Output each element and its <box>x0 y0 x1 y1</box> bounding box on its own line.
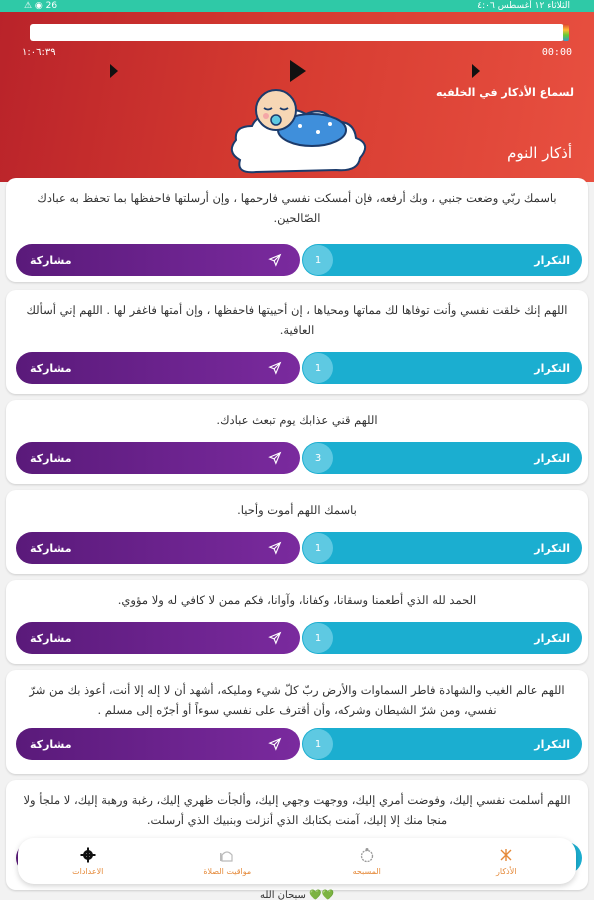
share-label: مشاركة <box>30 451 72 465</box>
dhikr-card <box>6 290 588 394</box>
nav-tasbih[interactable] <box>297 838 437 884</box>
send-icon <box>268 451 282 465</box>
nav-prayer-times[interactable] <box>158 838 298 884</box>
repeat-counter-button[interactable] <box>302 442 582 474</box>
send-icon <box>268 737 282 751</box>
nav-label: الاعدادات <box>72 866 104 876</box>
background-listen-label[interactable]: لسماع الأذكار في الخلفيه <box>435 86 574 99</box>
dhikr-card <box>6 670 588 774</box>
status-bar <box>0 0 594 12</box>
previous-button[interactable] <box>110 64 118 78</box>
time-total: ١:٠٦:٣٩ <box>22 47 56 58</box>
dhikr-text: اللهم قني عذابك يوم تبعث عبادك. <box>216 413 378 427</box>
mosque-icon <box>219 847 235 863</box>
repeat-counter-button[interactable] <box>302 728 582 760</box>
repeat-count: 1 <box>303 623 333 653</box>
send-icon <box>268 253 282 267</box>
repeat-count: 1 <box>303 533 333 563</box>
gear-icon <box>80 847 96 863</box>
dhikr-text: اللهم عالم الغيب والشهادة فاطر السماوات والأرض ربّ كلّ شيء ومليكه، أشهد أن لا إله إلا أنت، أعوذ بك من شرّ نفسي، ومن شرّ الشيطان وشركه، وأن أقترف على نفسي سوءاً أو أجرّه إلى مسلم . <box>29 683 565 717</box>
status-right: الثلاثاء ١٢ أغسطس ٤:٠٦ <box>477 1 570 11</box>
prayer-beads-icon <box>359 847 375 863</box>
share-button[interactable] <box>16 622 300 654</box>
share-button[interactable] <box>16 532 300 564</box>
repeat-counter-button[interactable] <box>302 532 582 564</box>
send-icon <box>268 631 282 645</box>
header <box>0 12 594 182</box>
repeat-count: 3 <box>303 443 333 473</box>
dhikr-text: اللهم إنك خلقت نفسي وأنت توفاها لك مماتها ومحياها ، إن أحييتها فاحفظها ، وإن أمتها فاغفر لها . اللهم إني أسألك العافية. <box>26 303 568 337</box>
share-label: مشاركة <box>30 361 72 375</box>
adhkar-icon <box>498 847 514 863</box>
nav-label: المسبحه <box>352 866 381 876</box>
dhikr-text: اللهم أسلمت نفسي إليك، وفوضت أمري إليك، ووجهت وجهي إليك، وألجأت ظهري إليك، رغبة ورهبة إليك، لا ملجأ ولا منجا منك إلا إليك، آمنت بكتابك الذي أنزلت وبنبيك الذي أرسلت. <box>23 793 571 827</box>
send-icon <box>268 541 282 555</box>
dhikr-card <box>6 580 588 664</box>
time-current: 00:00 <box>541 47 572 58</box>
share-label: مشاركة <box>30 631 72 645</box>
nav-adhkar[interactable] <box>437 838 577 884</box>
repeat-label: التكرار <box>534 541 570 555</box>
dhikr-text: باسمك ربّي وضعت جنبي ، وبك أرفعه، فإن أمسكت نفسي فارحمها ، وإن أرسلتها فاحفظها بما تحفظ به عبادك الصّالحين. <box>37 191 557 225</box>
share-button[interactable] <box>16 442 300 474</box>
nav-settings[interactable] <box>18 838 158 884</box>
player-controls <box>0 58 594 84</box>
dhikr-text: الحمد لله الذي أطعمنا وسقانا، وكفانا، وآوانا، فكم ممن لا كافي له ولا مؤوي. <box>117 593 477 607</box>
repeat-counter-button[interactable] <box>302 622 582 654</box>
repeat-label: التكرار <box>534 361 570 375</box>
repeat-label: التكرار <box>534 451 570 465</box>
next-dhikr-peek: سبحان الله 💚💚 <box>260 890 335 900</box>
share-button[interactable] <box>16 244 300 276</box>
share-label: مشاركة <box>30 253 72 267</box>
repeat-label: التكرار <box>534 253 570 267</box>
play-button[interactable] <box>290 60 306 82</box>
share-label: مشاركة <box>30 541 72 555</box>
repeat-label: التكرار <box>534 737 570 751</box>
sleeping-baby-illustration <box>226 82 372 182</box>
repeat-count: 1 <box>303 245 333 275</box>
share-button[interactable] <box>16 728 300 760</box>
next-button[interactable] <box>472 64 480 78</box>
nav-label: الأذكار <box>496 866 517 876</box>
audio-progress-track[interactable] <box>30 24 564 41</box>
repeat-label: التكرار <box>534 631 570 645</box>
repeat-counter-button[interactable] <box>302 244 582 276</box>
dhikr-card <box>6 178 588 282</box>
audio-progress-handle[interactable] <box>563 24 569 41</box>
status-left: ⚠ ◉ 26 <box>24 1 58 11</box>
share-label: مشاركة <box>30 737 72 751</box>
repeat-count: 1 <box>303 353 333 383</box>
share-button[interactable] <box>16 352 300 384</box>
repeat-counter-button[interactable] <box>302 352 582 384</box>
dhikr-text: باسمك اللهم أموت وأحيا. <box>237 503 357 517</box>
dhikr-card <box>6 490 588 574</box>
dhikr-card <box>6 400 588 484</box>
send-icon <box>268 361 282 375</box>
bottom-navigation <box>18 838 576 884</box>
nav-label: مواقيت الصلاة <box>203 866 252 876</box>
section-title: أذكار النوم <box>507 144 572 162</box>
repeat-count: 1 <box>303 729 333 759</box>
